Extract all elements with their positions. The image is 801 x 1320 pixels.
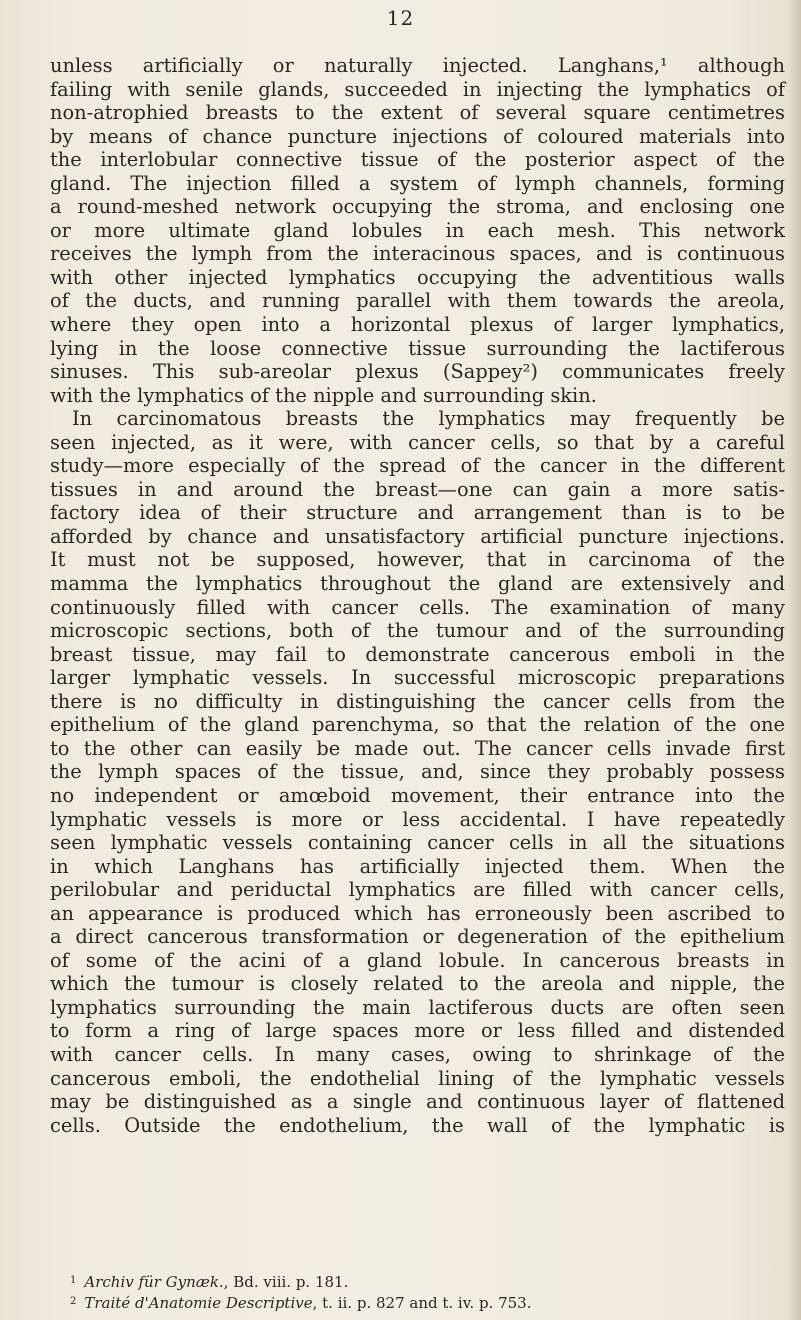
footnote-title: Archiv für Gynæk. [84,1273,224,1291]
text-line: receives the lymph from the interacinous spaces, and is continuous [50,242,785,266]
text-line: factory idea of their structure and arrangement than is to be [50,501,785,525]
text-line: a round-meshed network occupying the stroma, and enclosing one [50,195,785,219]
text-line: a direct cancerous transformation or degeneration of the epithelium [50,925,785,949]
text-line: cells. Outside the endothelium, the wall of the lymphatic is [50,1113,785,1137]
body-text [50,54,785,1137]
text-line: afforded by chance and unsatisfactory artificial puncture injections. [50,524,785,548]
text-line: cancerous emboli, the endothelial lining of the lymphatic vessels [50,1066,785,1090]
text-line: tissues in and around the breast—one can gain a more satis- [50,477,785,501]
text-line: perilobular and periductal lymphatics are filled with cancer cells, [50,878,785,902]
text-line: where they open into a horizontal plexus of larger lymphatics, [50,313,785,337]
footnotes [70,1271,785,1313]
text-line: unless artificially or naturally injected. Langhans,¹ although [50,54,785,77]
text-line: no independent or amœboid movement, their entrance into the [50,783,785,807]
text-line: larger lymphatic vessels. In successful microscopic preparations [50,666,785,690]
text-line: or more ultimate gland lobules in each mesh. This network [50,218,785,242]
text-line: lymphatics surrounding the main lactiferous ducts are often seen [50,995,785,1019]
text-line: the lymph spaces of the tissue, and, since they probably possess [50,760,785,784]
text-line: non-atrophied breasts to the extent of several square centimetres [50,101,785,125]
text-line: an appearance is produced which has erroneously been ascribed to [50,901,785,925]
page-number: 12 [386,6,415,30]
text-line: study—more especially of the spread of the cancer in the different [50,454,785,478]
text-line: of the ducts, and running parallel with them towards the areola, [50,289,785,313]
text-line: epithelium of the gland parenchyma, so that the relation of the one [50,713,785,737]
text-line: by means of chance puncture injections of coloured materials into [50,124,785,148]
text-line: It must not be supposed, however, that in carcinoma of the [50,548,785,572]
text-line: continuously filled with cancer cells. The examination of many [50,595,785,619]
text-line: sinuses. This sub-areolar plexus (Sappey²) communicates freely [50,360,785,384]
text-line: may be distinguished as a single and continuous layer of flattened [50,1090,785,1114]
text-line: the interlobular connective tissue of the posterior aspect of the [50,148,785,172]
text-line: with cancer cells. In many cases, owing to shrinkage of the [50,1042,785,1066]
text-line: of some of the acini of a gland lobule. In cancerous breasts in [50,948,785,972]
footnote-mark: 1 [70,1275,77,1286]
page-edge-shadow [787,0,801,1320]
text-line: to form a ring of large spaces more or less filled and distended [50,1019,785,1043]
text-line: lying in the loose connective tissue surrounding the lactiferous [50,336,785,360]
text-line: with other injected lymphatics occupying the adventitious walls [50,265,785,289]
footnote-citation: , t. ii. p. 827 and t. iv. p. 753. [312,1294,532,1312]
text-line: mamma the lymphatics throughout the gland are extensively and [50,572,785,596]
text-line: there is no difficulty in distinguishing the cancer cells from the [50,689,785,713]
text-line: in which Langhans has artificially injected them. When the [50,854,785,878]
footnote [70,1292,785,1313]
text-line: to the other can easily be made out. The cancer cells invade first [50,736,785,760]
text-line: with the lymphatics of the nipple and surrounding skin. [50,383,597,407]
text-line: microscopic sections, both of the tumour and of the surrounding [50,619,785,643]
text-line: lymphatic vessels is more or less accidental. I have repeatedly [50,807,785,831]
text-line: which the tumour is closely related to the areola and nipple, the [50,972,785,996]
footnote-title: Traité d'Anatomie Descriptive [84,1294,313,1312]
text-line: failing with senile glands, succeeded in injecting the lymphatics of [50,77,785,101]
text-line: breast tissue, may fail to demonstrate cancerous emboli in the [50,642,785,666]
text-line: seen lymphatic vessels containing cancer cells in all the situations [50,831,785,855]
footnote-mark: 2 [70,1296,77,1307]
footnote [70,1271,785,1292]
text-line: seen injected, as it were, with cancer cells, so that by a careful [50,430,785,454]
text-line: In carcinomatous breasts the lymphatics may frequently be [72,407,785,431]
footnote-citation: , Bd. viii. p. 181. [223,1273,349,1291]
text-line: gland. The injection filled a system of lymph channels, forming [50,171,785,195]
